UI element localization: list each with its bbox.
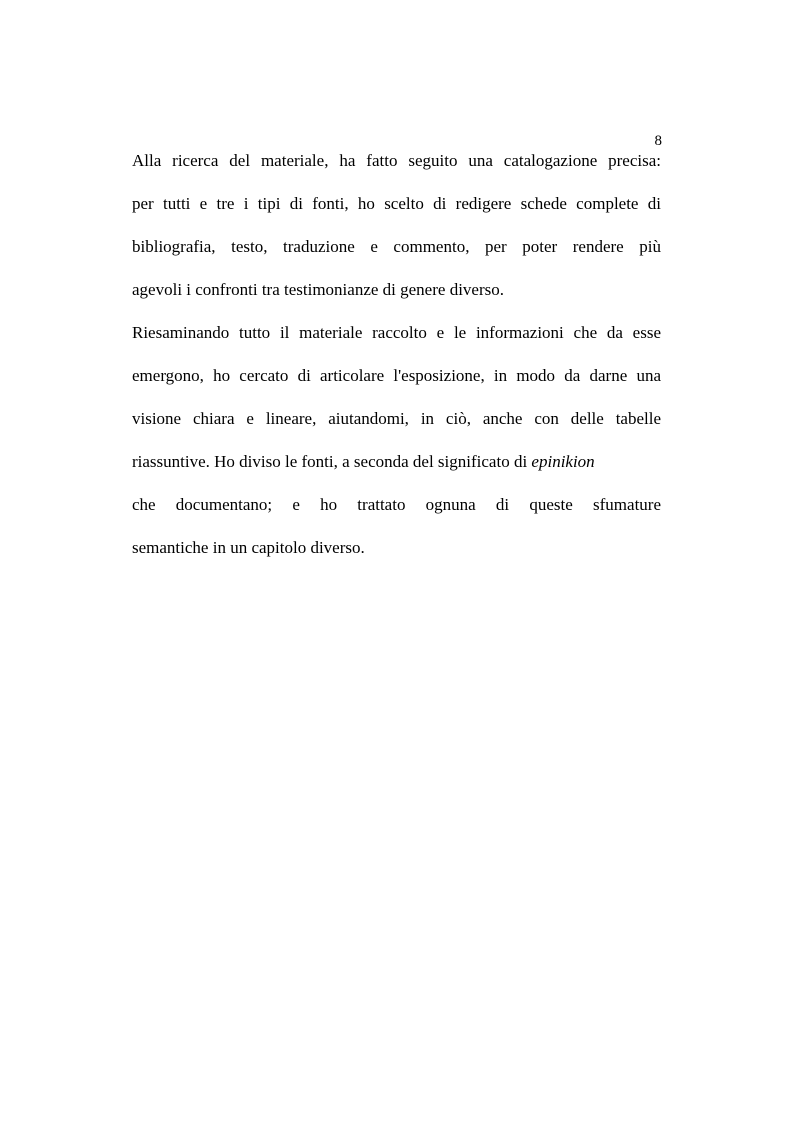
paragraph-2-line-4-text: riassuntive. Ho diviso le fonti, a seconda del significato di: [132, 452, 532, 471]
paragraph-1-line-4: agevoli i confronti tra testimonianze di genere diverso.: [132, 280, 504, 299]
paragraph-1-line-1: Alla ricerca del materiale, ha fatto seguito una catalogazione precisa:: [132, 151, 661, 170]
paragraph-2-line-1: Riesaminando tutto il materiale raccolto e le informazioni che da esse: [132, 323, 661, 342]
italic-term: epinikion: [531, 452, 595, 471]
paragraph-1-line-3: bibliografia, testo, traduzione e commento, per poter rendere più: [132, 237, 661, 256]
paragraph-1-line-2: per tutti e tre i tipi di fonti, ho scelto di redigere schede complete di: [132, 194, 661, 213]
paragraph-2-line-6: semantiche in un capitolo diverso.: [132, 538, 365, 557]
page-number: 8: [654, 133, 662, 149]
paragraph-2-line-5: che documentano; e ho trattato ognuna di queste sfumature: [132, 495, 661, 514]
paragraph-2-line-3: visione chiara e lineare, aiutandomi, in ciò, anche con delle tabelle: [132, 409, 661, 428]
paragraph-2-line-4: [132, 448, 661, 476]
paragraph-2-line-2: emergono, ho cercato di articolare l'esposizione, in modo da darne una: [132, 366, 661, 385]
